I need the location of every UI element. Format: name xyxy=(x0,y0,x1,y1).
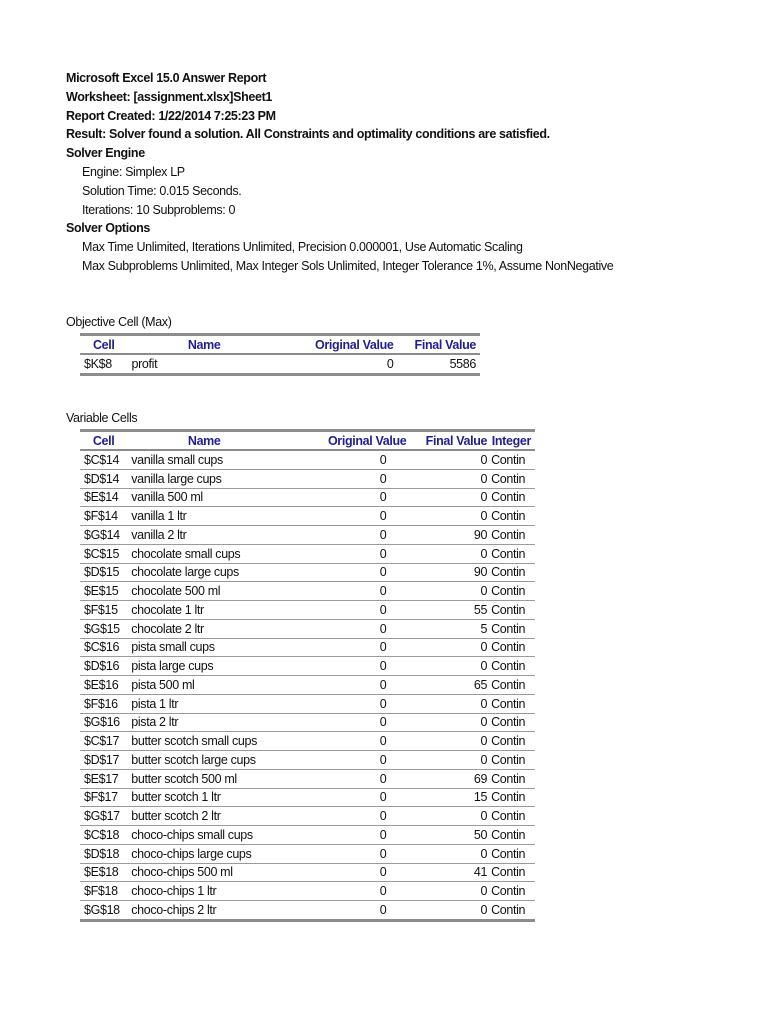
table-row xyxy=(80,826,535,845)
integer-type: Contin xyxy=(489,544,535,563)
cell-ref: $F$18 xyxy=(80,882,127,901)
cell-name: choco-chips 500 ml xyxy=(127,863,281,882)
cell-name: pista large cups xyxy=(127,657,281,676)
original-value: 0 xyxy=(281,882,410,901)
table-row xyxy=(80,582,535,601)
table-row xyxy=(80,354,480,374)
engine-line: Engine: Simplex LP xyxy=(82,164,185,179)
objective-section-label: Objective Cell (Max) xyxy=(66,315,172,329)
integer-type: Contin xyxy=(489,488,535,507)
table-row xyxy=(80,563,535,582)
report-created-line: Report Created: 1/22/2014 7:25:23 PM xyxy=(66,108,276,123)
table-row xyxy=(80,713,535,732)
variable-section-label: Variable Cells xyxy=(66,411,138,425)
original-value: 0 xyxy=(281,713,410,732)
column-header-name: Name xyxy=(128,335,281,355)
original-value: 0 xyxy=(281,807,410,826)
column-header-original-value: Original Value xyxy=(281,335,398,355)
cell-name: butter scotch 2 ltr xyxy=(127,807,281,826)
integer-type: Contin xyxy=(489,713,535,732)
cell-ref: $D$15 xyxy=(80,563,127,582)
cell-name: butter scotch 500 ml xyxy=(127,769,281,788)
column-header-final-value: Final Value xyxy=(410,431,489,451)
original-value: 0 xyxy=(281,563,410,582)
integer-type: Contin xyxy=(489,563,535,582)
final-value: 0 xyxy=(410,544,489,563)
cell-name: vanilla 1 ltr xyxy=(127,507,281,526)
solver-options-heading: Solver Options xyxy=(66,221,151,236)
integer-type: Contin xyxy=(489,807,535,826)
integer-type: Contin xyxy=(489,582,535,601)
final-value: 55 xyxy=(410,601,489,620)
final-value: 0 xyxy=(410,450,489,469)
final-value: 0 xyxy=(410,657,489,676)
cell-name: vanilla 500 ml xyxy=(127,488,281,507)
table-row xyxy=(80,901,535,921)
cell-name: pista 1 ltr xyxy=(127,694,281,713)
integer-type: Contin xyxy=(489,601,535,620)
cell-name: pista 500 ml xyxy=(127,676,281,695)
table-row xyxy=(80,863,535,882)
objective-cell-table xyxy=(80,333,480,376)
table-row xyxy=(80,488,535,507)
integer-type: Contin xyxy=(489,751,535,770)
cell-ref: $C$17 xyxy=(80,732,127,751)
final-value: 0 xyxy=(410,582,489,601)
final-value: 0 xyxy=(410,807,489,826)
original-value: 0 xyxy=(281,788,410,807)
table-header-row xyxy=(80,431,535,451)
integer-type: Contin xyxy=(489,732,535,751)
original-value: 0 xyxy=(281,601,410,620)
column-header-cell: Cell xyxy=(80,335,128,355)
cell-ref: $E$14 xyxy=(80,488,127,507)
final-value: 90 xyxy=(410,526,489,545)
cell-name: pista small cups xyxy=(127,638,281,657)
cell-ref: $C$14 xyxy=(80,450,127,469)
original-value: 0 xyxy=(281,732,410,751)
table-row xyxy=(80,807,535,826)
cell-ref: $D$14 xyxy=(80,469,127,488)
final-value: 0 xyxy=(410,751,489,770)
column-header-cell: Cell xyxy=(80,431,127,451)
integer-type: Contin xyxy=(489,863,535,882)
column-header-original-value: Original Value xyxy=(281,431,410,451)
final-value: 65 xyxy=(410,676,489,695)
cell-ref: $F$14 xyxy=(80,507,127,526)
cell-ref: $G$16 xyxy=(80,713,127,732)
integer-type: Contin xyxy=(489,788,535,807)
final-value: 0 xyxy=(410,713,489,732)
cell-name: pista 2 ltr xyxy=(127,713,281,732)
final-value: 90 xyxy=(410,563,489,582)
cell-ref: $E$15 xyxy=(80,582,127,601)
cell-name: choco-chips large cups xyxy=(127,844,281,863)
original-value: 0 xyxy=(281,544,410,563)
table-row xyxy=(80,469,535,488)
integer-type: Contin xyxy=(489,882,535,901)
integer-type: Contin xyxy=(489,844,535,863)
cell-ref: $G$15 xyxy=(80,619,127,638)
integer-type: Contin xyxy=(489,638,535,657)
cell-name: butter scotch small cups xyxy=(127,732,281,751)
cell-ref: $G$18 xyxy=(80,901,127,921)
final-value: 0 xyxy=(410,469,489,488)
final-value: 0 xyxy=(410,694,489,713)
integer-type: Contin xyxy=(489,657,535,676)
integer-type: Contin xyxy=(489,526,535,545)
cell-ref: $E$18 xyxy=(80,863,127,882)
cell-ref: $K$8 xyxy=(80,354,128,374)
table-row xyxy=(80,544,535,563)
original-value: 0 xyxy=(281,901,410,921)
cell-name: chocolate small cups xyxy=(127,544,281,563)
cell-name: butter scotch 1 ltr xyxy=(127,788,281,807)
cell-ref: $D$16 xyxy=(80,657,127,676)
column-header-final-value: Final Value xyxy=(398,335,480,355)
integer-type: Contin xyxy=(489,826,535,845)
table-row xyxy=(80,694,535,713)
final-value: 15 xyxy=(410,788,489,807)
original-value: 0 xyxy=(281,676,410,695)
table-row xyxy=(80,732,535,751)
cell-ref: $D$17 xyxy=(80,751,127,770)
table-row xyxy=(80,769,535,788)
final-value: 50 xyxy=(410,826,489,845)
original-value: 0 xyxy=(281,507,410,526)
worksheet-line: Worksheet: [assignment.xlsx]Sheet1 xyxy=(66,89,272,104)
final-value: 0 xyxy=(410,882,489,901)
final-value: 0 xyxy=(410,732,489,751)
integer-type: Contin xyxy=(489,507,535,526)
original-value: 0 xyxy=(281,657,410,676)
cell-ref: $F$16 xyxy=(80,694,127,713)
cell-ref: $C$15 xyxy=(80,544,127,563)
integer-type: Contin xyxy=(489,450,535,469)
cell-ref: $C$18 xyxy=(80,826,127,845)
table-row xyxy=(80,450,535,469)
cell-name: choco-chips small cups xyxy=(127,826,281,845)
cell-name: vanilla small cups xyxy=(127,450,281,469)
solver-options-line-2: Max Subproblems Unlimited, Max Integer Sols Unlimited, Integer Tolerance 1%, Assume NonNegative xyxy=(82,258,614,273)
result-line: Result: Solver found a solution. All Constraints and optimality conditions are satisfied. xyxy=(66,127,550,142)
cell-name: chocolate 1 ltr xyxy=(127,601,281,620)
original-value: 0 xyxy=(281,844,410,863)
column-header-integer: Integer xyxy=(489,431,535,451)
iterations-line: Iterations: 10 Subproblems: 0 xyxy=(82,202,236,217)
integer-type: Contin xyxy=(489,769,535,788)
final-value: 5 xyxy=(410,619,489,638)
table-row xyxy=(80,657,535,676)
solution-time-line: Solution Time: 0.015 Seconds. xyxy=(82,183,242,198)
final-value: 0 xyxy=(410,507,489,526)
cell-name: vanilla large cups xyxy=(127,469,281,488)
original-value: 0 xyxy=(281,582,410,601)
final-value: 69 xyxy=(410,769,489,788)
table-row xyxy=(80,751,535,770)
integer-type: Contin xyxy=(489,619,535,638)
original-value: 0 xyxy=(281,863,410,882)
original-value: 0 xyxy=(281,638,410,657)
cell-name: vanilla 2 ltr xyxy=(127,526,281,545)
cell-name: chocolate 500 ml xyxy=(127,582,281,601)
final-value: 5586 xyxy=(398,354,480,374)
table-row xyxy=(80,676,535,695)
cell-ref: $F$17 xyxy=(80,788,127,807)
integer-type: Contin xyxy=(489,694,535,713)
cell-ref: $C$16 xyxy=(80,638,127,657)
cell-name: butter scotch large cups xyxy=(127,751,281,770)
cell-ref: $G$14 xyxy=(80,526,127,545)
cell-ref: $G$17 xyxy=(80,807,127,826)
cell-ref: $E$16 xyxy=(80,676,127,695)
report-title: Microsoft Excel 15.0 Answer Report xyxy=(66,71,267,85)
report-header xyxy=(66,69,746,276)
cell-ref: $F$15 xyxy=(80,601,127,620)
cell-ref: $E$17 xyxy=(80,769,127,788)
final-value: 0 xyxy=(410,844,489,863)
table-row xyxy=(80,619,535,638)
original-value: 0 xyxy=(281,826,410,845)
original-value: 0 xyxy=(281,488,410,507)
variable-cells-table xyxy=(80,429,535,922)
cell-name: choco-chips 1 ltr xyxy=(127,882,281,901)
column-header-name: Name xyxy=(127,431,281,451)
table-row xyxy=(80,844,535,863)
table-row xyxy=(80,507,535,526)
final-value: 0 xyxy=(410,488,489,507)
integer-type: Contin xyxy=(489,469,535,488)
original-value: 0 xyxy=(281,751,410,770)
cell-name: chocolate large cups xyxy=(127,563,281,582)
original-value: 0 xyxy=(281,769,410,788)
cell-name: chocolate 2 ltr xyxy=(127,619,281,638)
cell-ref: $D$18 xyxy=(80,844,127,863)
original-value: 0 xyxy=(281,526,410,545)
final-value: 0 xyxy=(410,638,489,657)
table-header-row xyxy=(80,335,480,355)
integer-type: Contin xyxy=(489,901,535,921)
cell-name: profit xyxy=(128,354,281,374)
solver-engine-heading: Solver Engine xyxy=(66,146,145,161)
solver-options-line-1: Max Time Unlimited, Iterations Unlimited, Precision 0.000001, Use Automatic Scaling xyxy=(82,240,523,255)
table-row xyxy=(80,638,535,657)
original-value: 0 xyxy=(281,694,410,713)
original-value: 0 xyxy=(281,469,410,488)
cell-name: choco-chips 2 ltr xyxy=(127,901,281,921)
original-value: 0 xyxy=(281,450,410,469)
table-row xyxy=(80,526,535,545)
final-value: 0 xyxy=(410,901,489,921)
integer-type: Contin xyxy=(489,676,535,695)
table-row xyxy=(80,601,535,620)
table-row xyxy=(80,882,535,901)
final-value: 41 xyxy=(410,863,489,882)
original-value: 0 xyxy=(281,354,398,374)
original-value: 0 xyxy=(281,619,410,638)
table-row xyxy=(80,788,535,807)
variable-rows xyxy=(80,450,535,920)
